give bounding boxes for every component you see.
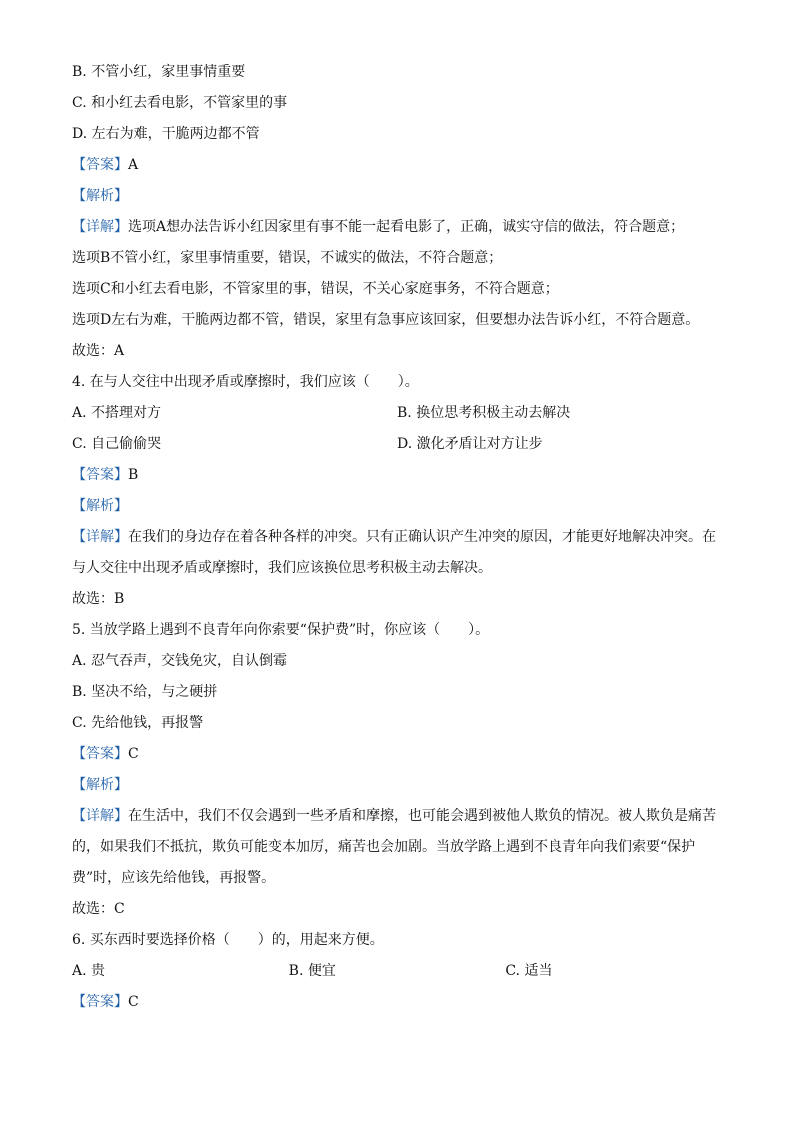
q5-detail-line-2: 的，如果我们不抵抗，欺负可能变本加厉，痛苦也会加剧。当放学路上遇到不良青年向我们索要“保护 [72,839,696,855]
q4-detail-line-1 [72,527,722,547]
q3-detail-line-2: 选项B不管小红，家里事情重要，错误，不诚实的做法，不符合题意； [72,250,503,266]
detail-tag: 【详解】 [72,808,128,824]
q4-option-b: B. 换位思考积极主动去解决 [397,405,571,421]
q4-analysis [72,496,722,516]
q4-choice: 故选：B [72,591,125,607]
q5-answer [72,744,722,764]
q6-option-b: B. 便宜 [288,963,336,979]
q4-options-row-2 [72,434,722,454]
q3-detail-line-1 [72,217,722,237]
answer-value: C [128,994,139,1010]
q3-option-d: D. 左右为难，干脆两边都不管 [72,126,260,142]
analysis-tag: 【解析】 [72,498,128,514]
q4-answer [72,465,722,485]
detail-text: 在生活中，我们不仅会遇到一些矛盾和摩擦，也可能会遇到被他人欺负的情况。被人欺负是痛苦 [128,808,716,824]
q3-analysis [72,186,722,206]
answer-tag: 【答案】 [72,746,128,762]
q5-choice: 故选：C [72,901,125,917]
q4-option-c: C. 自己偷偷哭 [72,436,162,452]
detail-tag: 【详解】 [72,219,128,235]
q4-option-a: A. 不搭理对方 [72,405,162,421]
q3-option-c: C. 和小红去看电影，不管家里的事 [72,95,288,111]
answer-value: C [128,746,139,762]
q4-question: 4. 在与人交往中出现矛盾或摩擦时，我们应该（ ）。 [72,374,419,390]
q6-options-row [72,961,722,981]
q4-detail-line-2: 与人交往中出现矛盾或摩擦时，我们应该换位思考积极主动去解决。 [72,560,492,576]
q6-answer [72,992,722,1012]
detail-text: 选项A想办法告诉小红因家里有事不能一起看电影了，正确，诚实守信的做法，符合题意； [128,219,685,235]
q5-option-a: A. 忍气吞声，交钱免灾，自认倒霉 [72,653,288,669]
q6-question: 6. 买东西时要选择价格（ ）的，用起来方便。 [72,932,384,948]
answer-tag: 【答案】 [72,157,128,173]
q5-question: 5. 当放学路上遇到不良青年向你索要“保护费”时，你应该（ ）。 [72,622,490,638]
answer-value: B [128,467,139,483]
detail-tag: 【详解】 [72,529,128,545]
q3-detail-line-3: 选项C和小红去看电影，不管家里的事，错误，不关心家庭事务，不符合题意； [72,281,559,297]
q3-answer [72,155,722,175]
analysis-tag: 【解析】 [72,777,128,793]
q5-option-c: C. 先给他钱，再报警 [72,715,204,731]
answer-tag: 【答案】 [72,467,128,483]
document-page [72,62,722,1012]
q3-detail-line-4: 选项D左右为难，干脆两边都不管，错误，家里有急事应该回家，但要想办法告诉小红，不符合题意。 [72,312,700,328]
analysis-tag: 【解析】 [72,188,128,204]
q6-option-c: C. 适当 [505,963,553,979]
q5-analysis [72,775,722,795]
q6-option-a: A. 贵 [72,963,106,979]
q4-options-row-1 [72,403,722,423]
q5-detail-line-3: 费”时，应该先给他钱，再报警。 [72,870,276,886]
q5-detail-line-1 [72,806,722,826]
answer-tag: 【答案】 [72,994,128,1010]
q4-option-d: D. 激化矛盾让对方让步 [397,436,543,452]
detail-text: 在我们的身边存在着各种各样的冲突。只有正确认识产生冲突的原因，才能更好地解决冲突。在 [128,529,716,545]
q5-option-b: B. 坚决不给，与之硬拼 [72,684,218,700]
answer-value: A [128,157,139,173]
q3-option-b: B. 不管小红，家里事情重要 [72,64,246,80]
q3-choice: 故选：A [72,343,125,359]
